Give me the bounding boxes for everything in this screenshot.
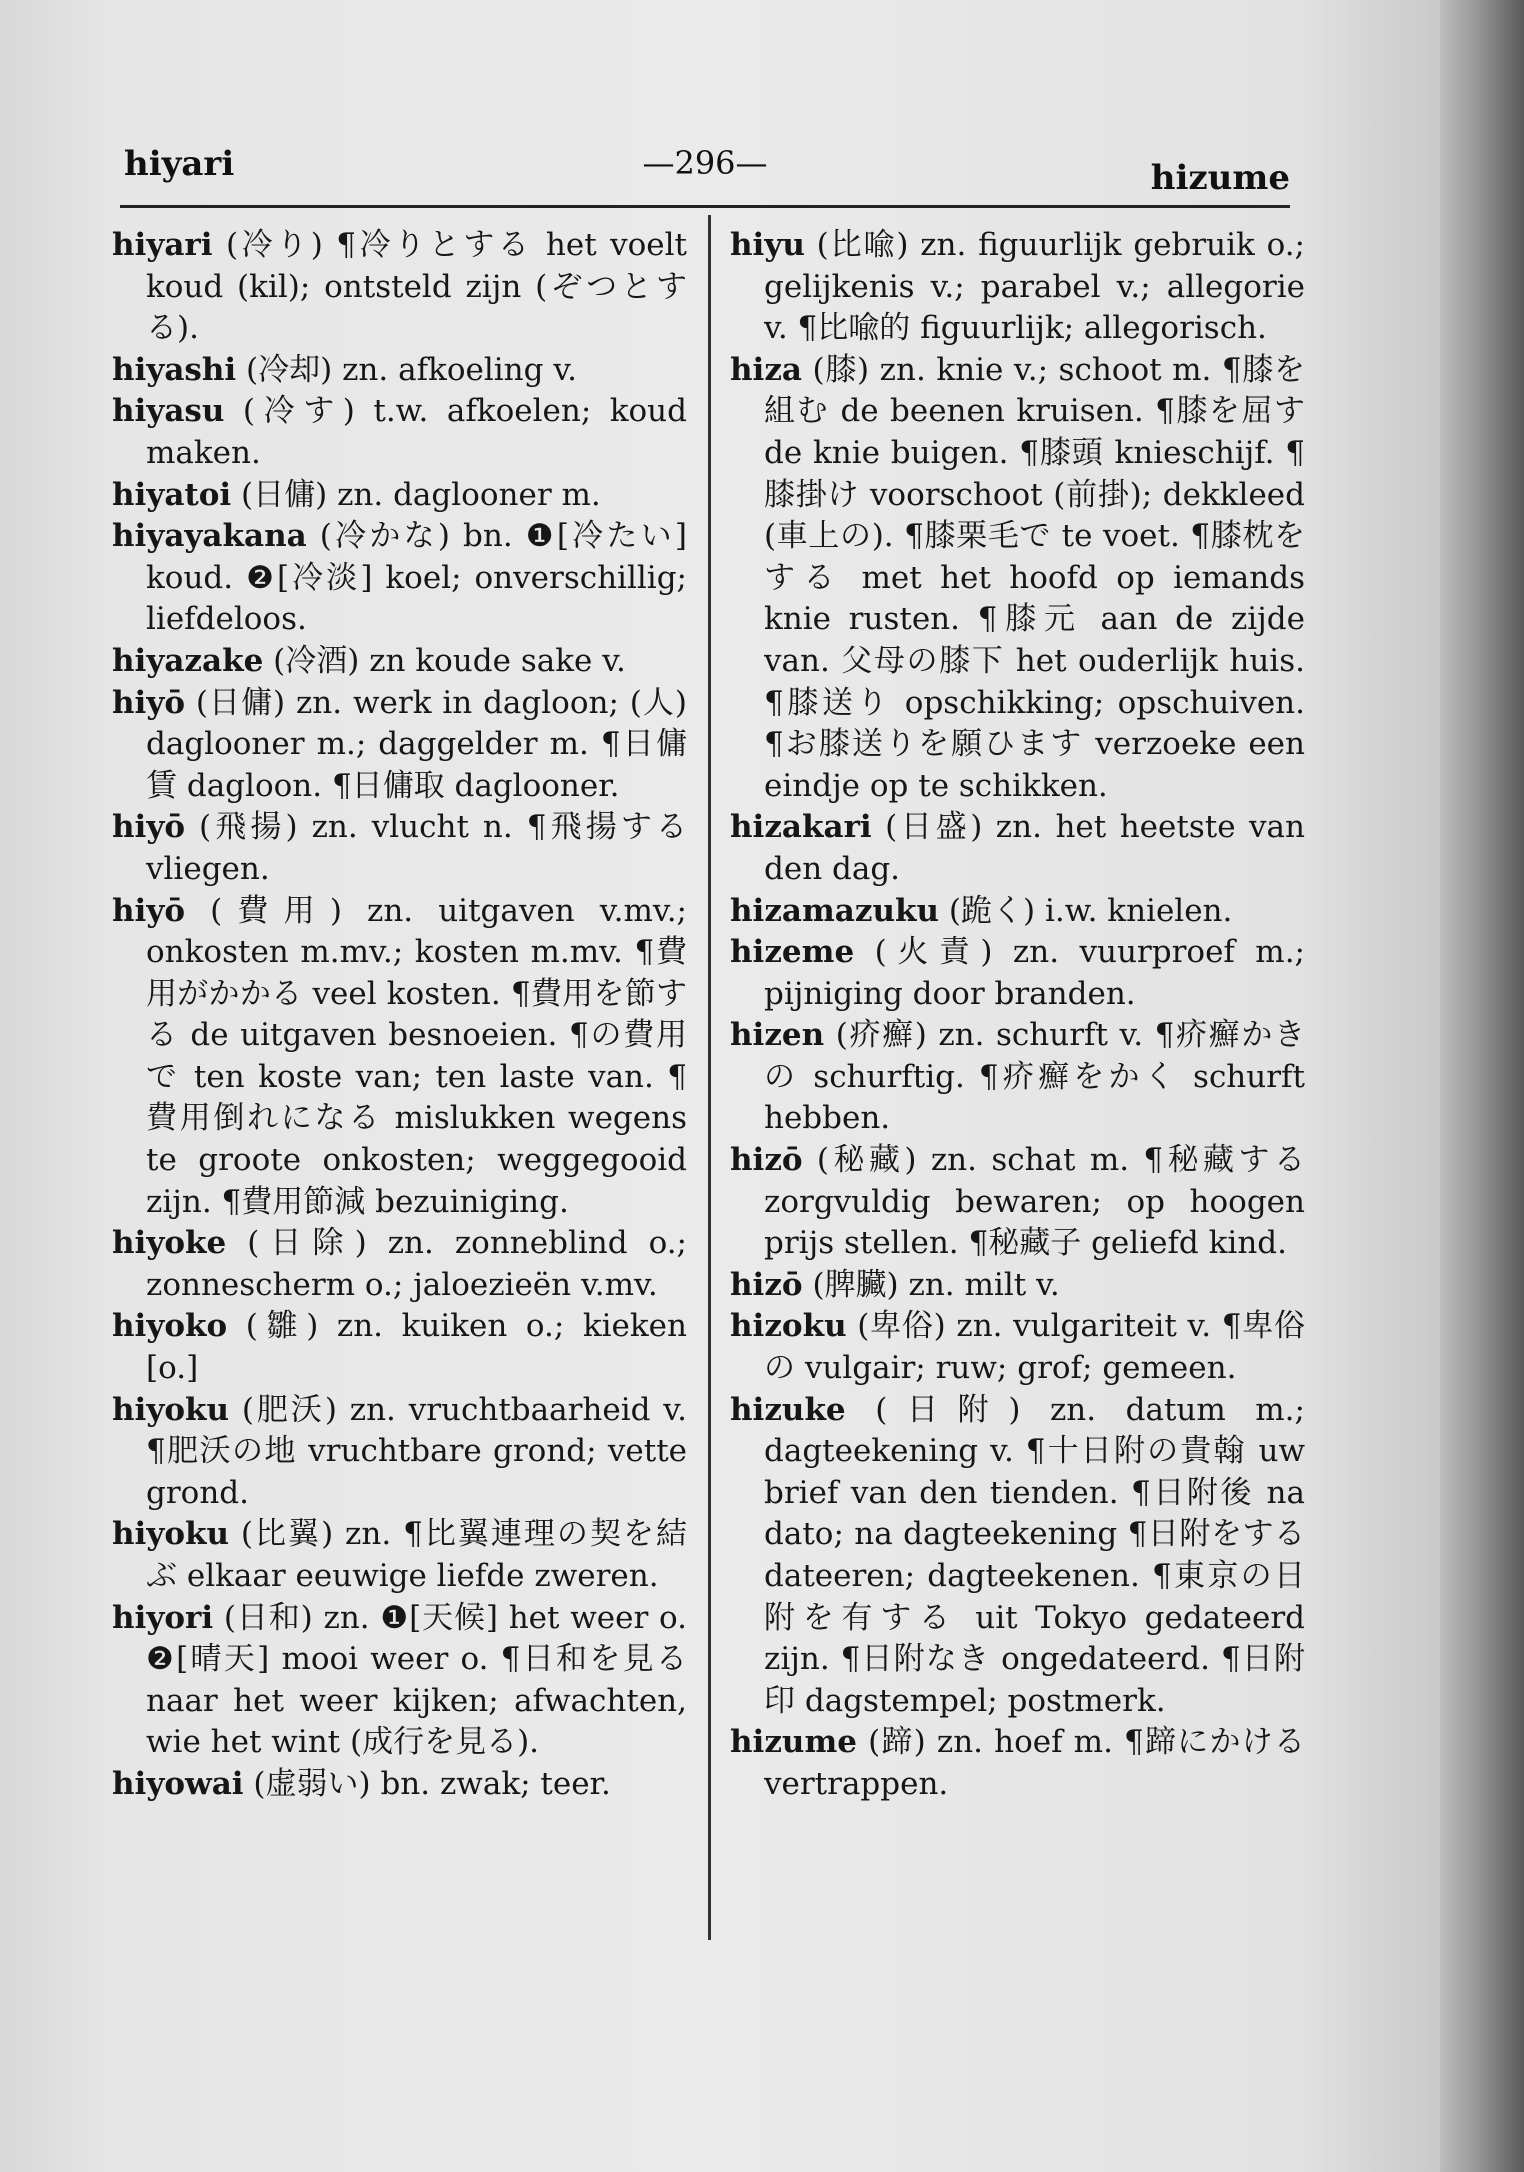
entry-headword: hiyashi <box>112 351 237 388</box>
entry-text: (比翼) zn. ¶比翼連理の契を結ぶ elkaar eeuwige liefde zweren. <box>146 1516 687 1594</box>
entry-text: (比喩) zn. figuurlijk gebruik o.; gelijkenis v.; parabel v.; allegorie v. ¶比喩的 figuurlijk; allegorisch. <box>764 227 1305 347</box>
entry-headword: hizeme <box>730 934 855 971</box>
entry-headword: hizakari <box>730 809 872 846</box>
entry-text: (日和) zn. ❶[天候] het weer o. ❷[晴天] mooi weer o. ¶日和を見る naar het weer kijken; afwachten, wie het wint (成行を見る). <box>146 1599 687 1761</box>
entry-headword: hizume <box>730 1724 857 1761</box>
entry-headword: hiza <box>730 351 803 388</box>
dictionary-entry <box>112 683 687 808</box>
entry-text: (冷り) ¶冷りとする het voelt koud (kil); ontsteld zijn (ぞつとする). <box>146 227 687 347</box>
entry-text: (秘藏) zn. schat m. ¶秘藏する zorgvuldig bewaren; op hoogen prijs stellen. ¶秘藏子 geliefd kind. <box>764 1142 1305 1262</box>
entry-text: (日傭) zn. daglooner m. <box>231 476 601 513</box>
entry-text: (日除) zn. zonneblind o.; zonnescherm o.; jaloezieën v.mv. <box>146 1225 687 1303</box>
dictionary-entry <box>730 891 1305 933</box>
dictionary-entry <box>112 641 687 683</box>
dictionary-entry <box>112 891 687 1224</box>
entry-headword: hiyō <box>112 809 186 846</box>
dictionary-entry <box>112 1390 687 1515</box>
entry-headword: hiyori <box>112 1599 214 1636</box>
entry-headword: hiyayakana <box>112 518 307 555</box>
dictionary-entry <box>112 1764 687 1806</box>
entry-headword: hizō <box>730 1266 803 1303</box>
entry-text: (脾臟) zn. milt v. <box>802 1266 1060 1303</box>
dictionary-entry <box>730 1722 1305 1805</box>
entry-headword: hiyoko <box>112 1308 228 1345</box>
dictionary-entry <box>112 516 687 641</box>
entry-headword: hiyari <box>112 227 213 263</box>
dictionary-entry <box>112 391 687 474</box>
entry-headword: hiyasu <box>112 393 225 430</box>
entry-headword: hizuke <box>730 1391 846 1428</box>
entry-text: (疥癬) zn. schurft v. ¶疥癬かきの schurftig. ¶疥癬をかく schurft hebben. <box>764 1017 1305 1137</box>
entry-headword: hiyoku <box>112 1516 230 1553</box>
dictionary-entry <box>730 1265 1305 1307</box>
dictionary-entry <box>730 225 1305 350</box>
dictionary-entry <box>730 1140 1305 1265</box>
entry-headword: hizō <box>730 1142 803 1179</box>
dictionary-entry <box>112 807 687 890</box>
dictionary-entry <box>730 932 1305 1015</box>
entry-text: (日盛) zn. het heetste van den dag. <box>764 809 1305 887</box>
right-column <box>730 225 1305 1806</box>
entry-text: (跪く) i.w. knielen. <box>939 892 1233 929</box>
left-guide-word: hiyari <box>124 144 235 184</box>
entry-headword: hiyō <box>112 684 186 721</box>
entry-headword: hiyatoi <box>112 476 232 513</box>
dictionary-entry <box>112 475 687 517</box>
entry-text: (火責) zn. vuurproef m.; pijniging door branden. <box>764 934 1305 1012</box>
entry-text: (日附) zn. datum m.; dagteekening v. ¶十日附の貴翰 uw brief van den tienden. ¶日附後 na dato; na dagteekening ¶日附をする dateeren; dagteekenen. ¶東京の日附を有する uit Tokyo gedateerd zijn. ¶日附なき ongedateerd. ¶日附印 dagstempel; postmerk. <box>764 1391 1305 1719</box>
dictionary-entry <box>730 807 1305 890</box>
entry-text: (虚弱い) bn. zwak; teer. <box>243 1765 611 1802</box>
entry-text: (冷酒) zn koude sake v. <box>263 642 626 679</box>
entry-headword: hiyoku <box>112 1391 230 1428</box>
header-rule <box>120 205 1290 208</box>
entry-text: (冷す) t.w. afkoelen; koud maken. <box>146 393 687 471</box>
dictionary-entry <box>730 1306 1305 1389</box>
entry-headword: hiyu <box>730 227 805 263</box>
entry-text: (雛) zn. kuiken o.; kieken [o.] <box>146 1308 687 1387</box>
entry-text: (費用) zn. uitgaven v.mv.; onkosten m.mv.; kosten m.mv. ¶費用がかかる veel kosten. ¶費用を節する de uitgaven besnoeien. ¶の費用で ten koste van; ten laste van. ¶費用倒れになる mislukken wegens te groote onkosten; weggegooid zijn. ¶費用節減 bezuiniging. <box>146 892 687 1220</box>
entry-text: (日傭) zn. werk in dagloon; (人) daglooner m.; daggelder m. ¶日傭賃 dagloon. ¶日傭取 daglooner. <box>146 684 687 804</box>
page-number: —296— <box>642 144 768 182</box>
entry-headword: hiyō <box>112 892 186 929</box>
dictionary-entry <box>730 350 1305 808</box>
dictionary-entry <box>112 1306 687 1389</box>
entry-headword: hiyowai <box>112 1765 244 1802</box>
next-page-edge <box>1440 0 1524 2172</box>
column-divider <box>708 215 711 1940</box>
dictionary-entry <box>730 1390 1305 1723</box>
dictionary-entry <box>112 350 687 392</box>
entry-headword: hiyazake <box>112 642 264 679</box>
page-header <box>120 140 1290 200</box>
entry-text: (飛揚) zn. vlucht n. ¶飛揚する vliegen. <box>146 809 687 887</box>
entry-headword: hiyoke <box>112 1225 227 1262</box>
entry-text: (肥沃) zn. vruchtbaarheid v. ¶肥沃の地 vruchtbare grond; vette grond. <box>146 1391 687 1511</box>
entry-headword: hizoku <box>730 1308 847 1345</box>
dictionary-entry <box>112 1223 687 1306</box>
entry-text: (蹄) zn. hoef m. ¶蹄にかける vertrappen. <box>764 1724 1305 1802</box>
entry-text: (冷かな) bn. ❶[冷たい] koud. ❷[冷淡] koel; onverschillig; liefdeloos. <box>146 518 687 638</box>
right-guide-word: hizume <box>1150 158 1290 198</box>
dictionary-entry <box>730 1015 1305 1140</box>
entry-text: (膝) zn. knie v.; schoot m. ¶膝を組む de beenen kruisen. ¶膝を屈す de knie buigen. ¶膝頭 knieschijf. ¶膝掛け voorschoot (前掛); dekkleed (車上の). ¶膝栗毛で te voet. ¶膝枕をする met het hoofd op iemands knie rusten. ¶膝元 aan de zijde van. 父母の膝下 het ouderlijk huis. ¶膝送り opschikking; opschuiven. ¶お膝送りを願ひます verzoeke een eindje op te schikken. <box>764 351 1305 804</box>
entry-text: (冷却) zn. afkoeling v. <box>236 351 578 388</box>
entry-headword: hizen <box>730 1017 825 1054</box>
dictionary-entry <box>112 1514 687 1597</box>
left-column <box>112 225 687 1806</box>
entry-headword: hizamazuku <box>730 892 940 929</box>
dictionary-entry <box>112 225 687 350</box>
dictionary-entry <box>112 1598 687 1764</box>
entry-text: (卑俗) zn. vulgariteit v. ¶卑俗の vulgair; ruw; grof; gemeen. <box>764 1308 1305 1387</box>
